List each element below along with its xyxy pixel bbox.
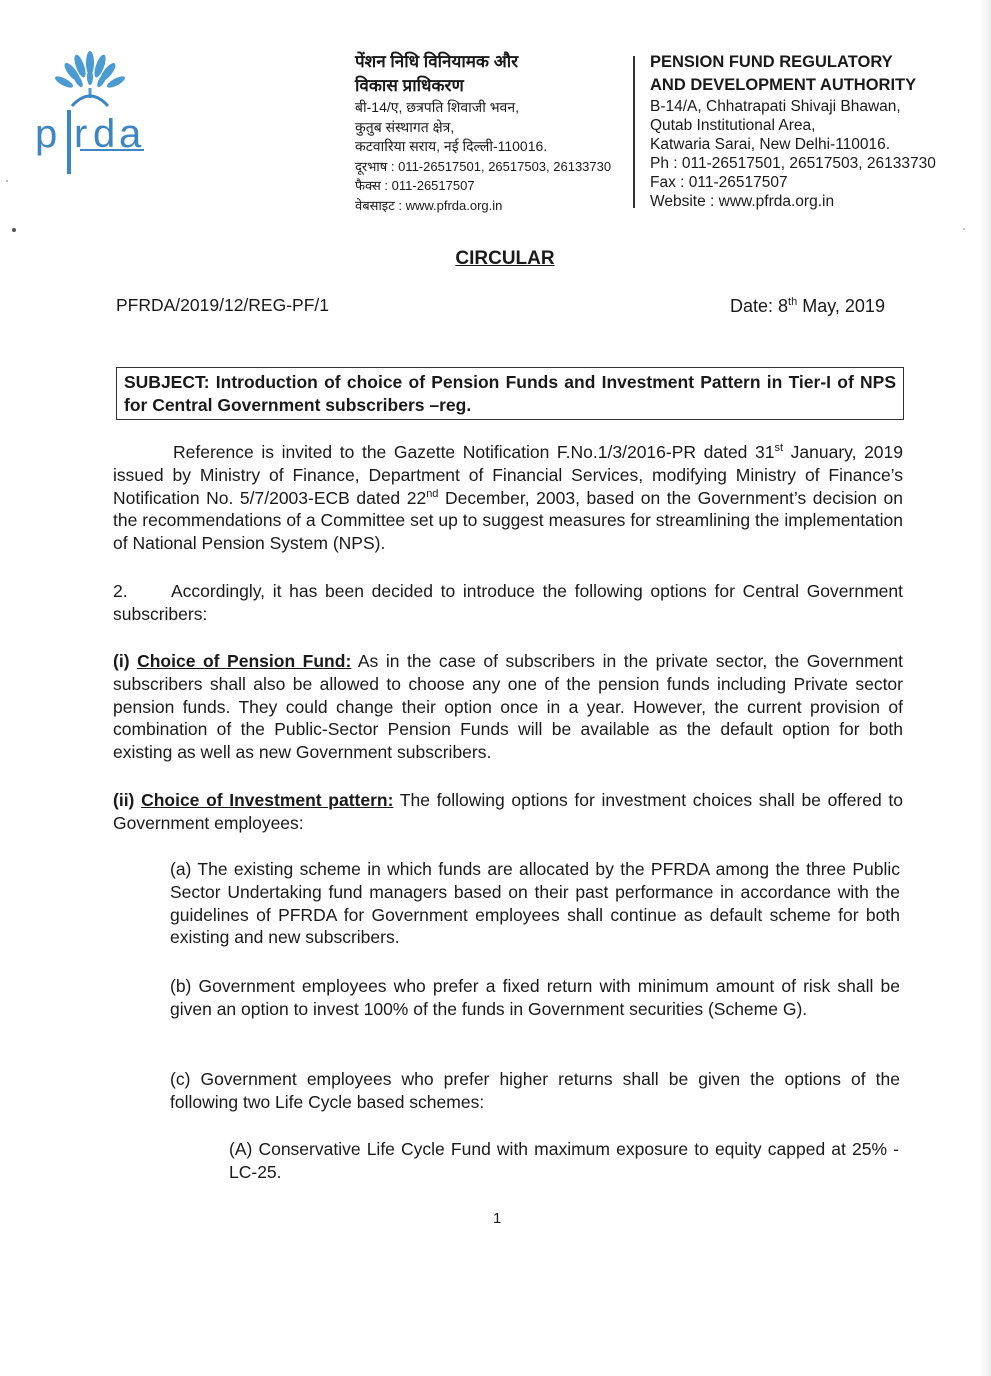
pfrda-logo-icon (32, 50, 152, 180)
reference-number: PFRDA/2019/12/REG-PF/1 (116, 295, 329, 315)
english-website: Website : www.pfrda.org.in (650, 193, 835, 210)
header-divider (633, 56, 635, 208)
date-rest: May, 2019 (797, 296, 885, 316)
hindi-phone: दूरभाष : 011-26517501, 26517503, 26133730 (355, 158, 612, 174)
pfrda-logo (32, 50, 152, 180)
paragraph-choice-investment-pattern (113, 789, 903, 835)
document-title: CIRCULAR (455, 248, 555, 269)
english-address2: Qutab Institutional Area, (650, 117, 816, 134)
date-prefix: Date: 8 (730, 296, 789, 316)
paragraph-reference (113, 441, 903, 555)
hindi-website: वेबसाइट : www.pfrda.org.in (355, 197, 503, 213)
scan-speck (6, 180, 8, 182)
english-phone: Ph : 011-26517501, 26517503, 26133730 (650, 155, 936, 172)
paragraph-choice-pension-fund (113, 650, 903, 764)
english-org-line2: AND DEVELOPMENT AUTHORITY (650, 76, 917, 94)
hindi-address1: बी-14/ए, छत्रपति शिवाजी भवन, (355, 99, 519, 115)
document-date (730, 296, 885, 317)
scan-speck (963, 228, 965, 230)
hindi-org-line2: विकास प्राधिकरण (355, 76, 464, 95)
para-i-text: As in the case of subscribers in the private sector, the Government subscribers shall also be allowed to choose any one of the pension funds including Private sector pension funds. They could change their option once in a year. However, the current provision of combination of the Public-Sector Pension Funds will be available as the default option for both existing as well as new Government subscribers. (113, 651, 903, 763)
para2-number: 2. (113, 581, 128, 601)
hindi-fax: फैक्स : 011-26517507 (355, 178, 475, 193)
para1-sup-1: st (774, 442, 784, 455)
hindi-org-line1: पेंशन निधि विनियामक और (355, 52, 519, 71)
page-edge-shadow (979, 0, 991, 1376)
para1-sup-2: nd (426, 487, 439, 500)
subject-box: SUBJECT: Introduction of choice of Pension Funds and Investment Pattern in Tier-I of NPS for Central Government subscribers –reg. (116, 367, 904, 420)
english-fax: Fax : 011-26517507 (650, 174, 788, 191)
para-i-heading: Choice of Pension Fund: (137, 651, 352, 671)
para1-text-a: Reference is invited to the Gazette Notification F.No.1/3/2016-PR dated 31 (173, 442, 775, 462)
english-org-line1: PENSION FUND REGULATORY (650, 53, 893, 71)
english-address1: B-14/A, Chhatrapati Shivaji Bhawan, (650, 98, 901, 115)
para-ii-heading: Choice of Investment pattern: (141, 790, 394, 810)
hindi-address3: कटवारिया सराय, नई दिल्ली-110016. (355, 138, 548, 154)
para2-text: Accordingly, it has been decided to introduce the following options for Central Government subscribers: (113, 581, 903, 624)
para1-text-c: December, 2003, based on the Government’s decision on the recommendations of a Committee set up to suggest measures for streamlining the implementation of National Pension System (NPS). (113, 487, 903, 554)
scan-speck (12, 228, 16, 232)
svg-text:p: p (35, 112, 58, 156)
page-number: 1 (493, 1210, 502, 1227)
paragraph-option-A-conservative: (A) Conservative Life Cycle Fund with maximum exposure to equity capped at 25% - LC-25. (229, 1139, 899, 1182)
header-english (650, 51, 980, 211)
svg-text:a: a (119, 112, 142, 156)
header-hindi (355, 50, 630, 215)
paragraph-option-b: (b) Government employees who prefer a fixed return with minimum amount of risk shall be given an option to invest 100% of the funds in Government securities (Scheme G). (170, 976, 900, 1019)
paragraph-2 (113, 580, 903, 626)
para-ii-text: The following options for investment choices shall be offered to Government employees: (113, 790, 903, 833)
svg-text:r: r (74, 112, 88, 156)
english-address3: Katwaria Sarai, New Delhi-110016. (650, 136, 891, 153)
para-ii-label: (ii) (113, 790, 135, 810)
para-i-label: (i) (113, 651, 130, 671)
hindi-address2: कुतुब संस्थागत क्षेत्र, (355, 118, 455, 135)
svg-text:d: d (93, 112, 116, 156)
paragraph-option-c: (c) Government employees who prefer higher returns shall be given the options of the following two Life Cycle based schemes: (170, 1069, 900, 1112)
para1-text-b: January, 2019 issued by Ministry of Finance, Department of Financial Services, modifying Ministry of Finance’s Notification No. 5/7/2003-ECB dated 22 (113, 442, 903, 508)
date-suffix-sup: th (788, 296, 798, 308)
paragraph-option-a: (a) The existing scheme in which funds are allocated by the PFRDA among the three Public Sector Undertaking fund managers based on their past performance in accordance with the guidelines of PFRDA for Government employees shall continue as default scheme for both existing and new subscribers. (170, 859, 900, 948)
